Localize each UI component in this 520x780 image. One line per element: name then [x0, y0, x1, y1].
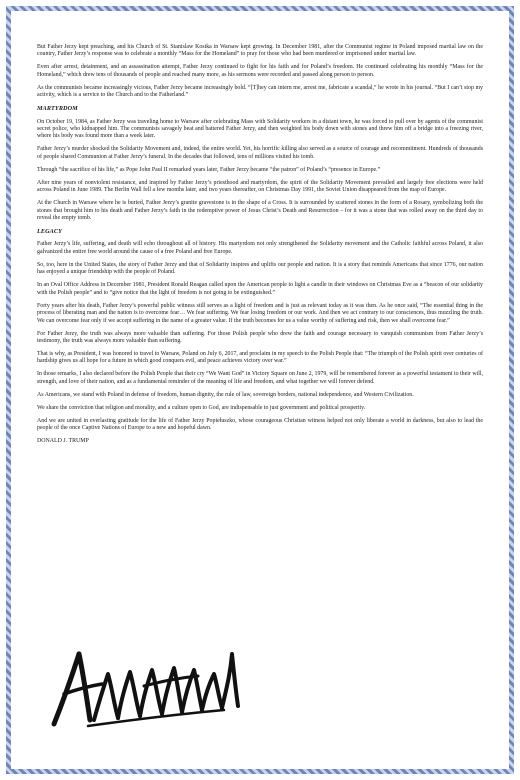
signoff-name: DONALD J. TRUMP	[37, 438, 89, 445]
paragraph: At the Church in Warsaw where he is buried, Father Jerzy’s granite gravestone is in the shape of a Cross. It is surrounded by scattered stones in the form of a Rosary, symbolizing both the stones that brought him to his death and Father Jerzy’s faith in the redemptive power of Jesus Christ’s Death and Resurrection – for it was a stone that was rolled away on the third day to reveal the empty tomb.	[37, 200, 483, 222]
paragraph: Father Jerzy’s life, suffering, and death will echo throughout all of history. His martyrdom not only strengthened the Solidarity movement and the Catholic faithful across Poland, it also galvanized the entire free world around the cause of a free Poland and free Europe.	[37, 241, 483, 255]
paragraph: As the communists became increasingly vicious, Father Jerzy became increasingly bold. “[T]hey can intern me, arrest me, fabricate a scandal,” he wrote in his journal. “But I can’t stop my activity, which is a service to the Church and to the Fatherland.”	[37, 84, 483, 99]
paragraph: Father Jerzy’s murder shocked the Solidarity Movement and, indeed, the entire world. Yet, his horrific killing also served as a source of courage and recommitment. Hundreds of thousands of people shared Communion at Father Jerzy’s funeral. In the decades that followed, tens of millions visited his tomb.	[37, 146, 483, 160]
paragraph: For Father Jerzy, the truth was always more valuable than suffering. For those Polish people who drew the faith and courage necessary to vanquish communism from Father Jerzy’s testimony, the truth was always more valuable than suffering.	[37, 330, 483, 344]
paragraph: Even after arrest, detainment, and an assassination attempt, Father Jerzy continued to fight for his faith and for Poland’s freedom. He continued celebrating his monthly “Mass for the Homeland,” which drew tens of thousands of people and reached many more, as his sermons were recorded and passed along person to person.	[37, 64, 483, 78]
handwritten-signature	[48, 646, 246, 734]
paragraph: Forty years after his death, Father Jerzy’s powerful public witness still serves as a light of freedom and is just as relevant today as it was then. As he once said, “The essential thing in the process of liberating man and the nation is to overcome fear… We fear suffering. We fear losing freedom or our work. And then we act contrary to our consciences, thus muzzling the truth. We can overcome fear only if we accept suffering in the name of a greater value. If the truth becomes for us a value worthy of suffering and risk, then we shall overcome fear.”	[37, 302, 483, 324]
paragraph: We share the conviction that religion and morality, and a culture open to God, are indispensable to just government and political prosperity.	[37, 404, 366, 411]
paragraph: Through “the sacrifice of his life,” as Pope John Paul II remarked years later, Father Jerzy became “the patron” of Poland’s “presence in Europe.”	[37, 166, 381, 173]
paragraph: After nine years of nonviolent resistance, and inspired by Father Jerzy’s priesthood and martyrdom, the spirit of the Solidarity Movement prevailed and largely free elections were held across Poland in June 1989. The Berlin Wall fell a few months later, and two years thereafter, on Christmas Day 1991, the Soviet Union disappeared from the map of Europe.	[37, 179, 483, 194]
paragraph: And we are united in everlasting gratitude for the life of Father Jerzy Popiełuszko, whose courageous Christian witness helped not only liberate a world in darkness, but also to lead the people of the once Captive Nations of Europe to a new and hopeful dawn.	[37, 417, 483, 432]
paragraph: That is why, as President, I was honored to travel to Warsaw, Poland on July 6, 2017, and proclaim in my speech to the Polish People that: “The triumph of the Polish spirit over centuries of hardship gives us all hope for a future in which good conquers evil, and peace achieves victory over war.”	[37, 350, 483, 365]
section-heading-legacy: LEGACY	[37, 228, 63, 236]
paragraph: In those remarks, I also declared before the Polish People that their cry “We Want God” in Victory Square on June 2, 1979, will be remembered forever as a powerful testament to their will, strength, and love of their nation, and as a fundamental reminder of the meaning of life and freedom, and what together we will forever defend.	[37, 371, 483, 385]
letter-body	[37, 44, 483, 451]
paragraph: As Americans, we stand with Poland in defense of freedom, human dignity, the rule of law, sovereign borders, national independence, and Western Civilization.	[37, 391, 414, 398]
paragraph: So, too, here in the United States, the story of Father Jerzy and that of Solidarity inspires and uplifts our people and nation. It is a story that reminds Americans that since 1776, our nation has enjoyed a unique friendship with the people of Poland.	[37, 261, 483, 276]
paragraph: But Father Jerzy kept preaching, and his Church of St. Stanislaw Kostka in Warsaw kept growing. In December 1981, after the Communist regime in Poland imposed martial law on the country, Father Jerzy’s response was to celebrate a monthly “Mass for the Homeland” to pray for those who had been murdered or imprisoned under martial law.	[37, 44, 483, 58]
paragraph: On October 19, 1984, as Father Jerzy was traveling home to Warsaw after celebrating Mass with Solidarity workers in a distant town, he was forced to pull over by agents of the communist secret police, who kidnapped him. The communists savagely beat and battered Father Jerzy, and then weighted his body down with stones and threw him off a bridge into a freezing river, where his body was found more than a week later.	[37, 118, 483, 140]
paragraph: In an Oval Office Address in December 1981, President Ronald Reagan called upon the American people to light a candle in their windows on Christmas Eve as a “beacon of our solidarity with the Polish people” and to “give notice that the light of freedom is not going to be extinguished.”	[37, 282, 483, 296]
section-heading-martyrdom: MARTYRDOM	[37, 105, 78, 113]
